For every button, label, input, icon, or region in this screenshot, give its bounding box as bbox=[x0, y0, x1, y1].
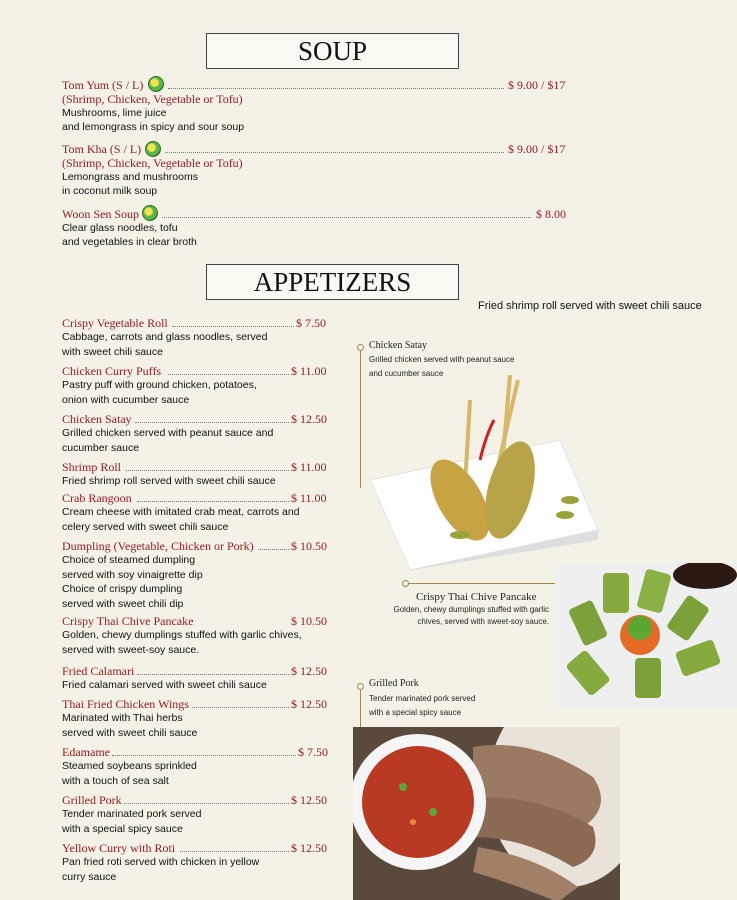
menu-item-price: $ 12.50 bbox=[291, 841, 327, 855]
soup-heading: SOUP bbox=[206, 33, 459, 69]
menu-item-name: Grilled Pork bbox=[62, 793, 122, 807]
caption-title: Chicken Satay bbox=[369, 340, 428, 351]
menu-item-options: (Shrimp, Chicken, Vegetable or Tofu) bbox=[62, 156, 243, 170]
leader-dots bbox=[135, 422, 289, 423]
menu-item-description: celery served with sweet chili sauce bbox=[62, 520, 229, 533]
menu-item-name: Shrimp Roll bbox=[62, 460, 122, 474]
leader-dots bbox=[172, 326, 294, 327]
leader-dots bbox=[137, 501, 289, 502]
menu-item-name: Thai Fried Chicken Wings bbox=[62, 697, 189, 711]
menu-item-description: Lemongrass and mushrooms bbox=[62, 171, 198, 183]
menu-item-description: served with sweet-soy sauce. bbox=[62, 643, 200, 656]
caption-description: chives, served with sweet-soy sauce. bbox=[417, 617, 549, 626]
caption-description: Tender marinated pork served bbox=[369, 694, 476, 703]
menu-item-description: Tender marinated pork served bbox=[62, 808, 202, 820]
menu-item-name: Edamame bbox=[62, 745, 110, 759]
menu-item-name: Tom Yum (S / L) bbox=[62, 78, 144, 92]
caption-description: Golden, chewy dumplings stuffed with garlic bbox=[393, 605, 549, 614]
menu-item-description: Golden, chewy dumplings stuffed with garlic chives, bbox=[62, 629, 302, 641]
menu-item-description: Clear glass noodles, tofu bbox=[62, 222, 178, 234]
menu-item-price: $ 12.50 bbox=[291, 664, 327, 678]
leader-dots bbox=[180, 851, 289, 852]
leader-dots bbox=[124, 803, 289, 804]
menu-item-options: (Shrimp, Chicken, Vegetable or Tofu) bbox=[62, 92, 243, 106]
menu-item-name: Yellow Curry with Roti bbox=[62, 841, 176, 855]
menu-item-price: $ 12.50 bbox=[291, 793, 327, 807]
menu-item-description: onion with cucumber sauce bbox=[62, 393, 190, 406]
leader-dots bbox=[258, 549, 289, 550]
menu-item-description: Choice of steamed dumpling bbox=[62, 554, 196, 566]
menu-item-name: Dumpling (Vegetable, Chicken or Pork) bbox=[62, 539, 254, 553]
leader-dots bbox=[165, 152, 504, 153]
caption-title: Crispy Thai Chive Pancake bbox=[416, 591, 537, 603]
menu-item-description: Choice of crispy dumpling bbox=[62, 583, 183, 595]
menu-item-description: and vegetables in clear broth bbox=[62, 236, 197, 248]
menu-item-name: Woon Sen Soup bbox=[62, 207, 140, 221]
menu-item-name: Crispy Vegetable Roll bbox=[62, 316, 168, 330]
menu-item-description: served with soy vinaigrette dip bbox=[62, 568, 203, 581]
caption-leader-knob bbox=[402, 580, 409, 587]
caption-description: Grilled chicken served with peanut sauce bbox=[369, 355, 515, 364]
caption-title: Grilled Pork bbox=[369, 678, 419, 689]
menu-item-description: Marinated with Thai herbs bbox=[62, 712, 183, 724]
caption-description: with a special spicy sauce bbox=[369, 708, 462, 717]
grilled-pork-image bbox=[353, 727, 620, 900]
vegetarian-leaf-icon bbox=[142, 205, 158, 221]
caption-description: and cucumber sauce bbox=[369, 369, 444, 378]
leader-dots bbox=[162, 217, 531, 218]
menu-item-description: Mushrooms, lime juice bbox=[62, 107, 167, 119]
leader-dots bbox=[137, 674, 289, 675]
caption-leader-line bbox=[360, 688, 361, 728]
menu-item-price: $ 9.00 / $17 bbox=[508, 78, 566, 92]
menu-item-price: $ 10.50 bbox=[291, 614, 327, 628]
menu-item-price: $ 12.50 bbox=[291, 412, 327, 426]
menu-item-name: Crispy Thai Chive Pancake bbox=[62, 614, 194, 628]
menu-item-description: served with sweet chili dip bbox=[62, 597, 184, 610]
caption-leader-knob bbox=[357, 683, 364, 690]
menu-item-price: $ 11.00 bbox=[291, 364, 327, 378]
menu-item-description: served with sweet chili sauce bbox=[62, 726, 198, 739]
menu-item-description: Cream cheese with imitated crab meat, carrots and bbox=[62, 506, 300, 518]
leader-dots bbox=[112, 755, 296, 756]
image-caption: Fried shrimp roll served with sweet chili sauce bbox=[478, 300, 702, 312]
menu-item-description: Fried shrimp roll served with sweet chili sauce bbox=[62, 475, 276, 487]
leader-dots bbox=[168, 88, 504, 89]
menu-item-name: Crab Rangoon bbox=[62, 491, 132, 505]
vegetarian-leaf-icon bbox=[148, 76, 164, 92]
menu-item-price: $ 8.00 bbox=[536, 207, 566, 221]
menu-item-description: Grilled chicken served with peanut sauce and bbox=[62, 427, 274, 439]
menu-item-name: Chicken Curry Puffs bbox=[62, 364, 162, 378]
leader-dots bbox=[168, 374, 289, 375]
menu-item-name: Fried Calamari bbox=[62, 664, 135, 678]
menu-item-description: cucumber sauce bbox=[62, 441, 140, 454]
menu-item-description: with a touch of sea salt bbox=[62, 774, 169, 787]
menu-item-name: Tom Kha (S / L) bbox=[62, 142, 142, 156]
menu-item-price: $ 11.00 bbox=[291, 460, 327, 474]
menu-item-price: $ 7.50 bbox=[296, 316, 326, 330]
menu-item-description: with sweet chili sauce bbox=[62, 345, 163, 358]
menu-item-description: and lemongrass in spicy and sour soup bbox=[62, 121, 245, 133]
menu-item-price: $ 7.50 bbox=[298, 745, 328, 759]
menu-item-description: Pastry puff with ground chicken, potatoes, bbox=[62, 379, 257, 391]
menu-item-price: $ 9.00 / $17 bbox=[508, 142, 566, 156]
appetizers-heading: APPETIZERS bbox=[206, 264, 459, 300]
leader-dots bbox=[126, 470, 289, 471]
menu-item-description: Pan fried roti served with chicken in yellow bbox=[62, 856, 260, 868]
menu-item-price: $ 11.00 bbox=[291, 491, 327, 505]
menu-item-price: $ 12.50 bbox=[291, 697, 327, 711]
menu-item-name: Chicken Satay bbox=[62, 412, 132, 426]
vegetarian-leaf-icon bbox=[145, 141, 161, 157]
menu-item-description: with a special spicy sauce bbox=[62, 822, 183, 835]
menu-item-description: Steamed soybeans sprinkled bbox=[62, 760, 197, 772]
menu-item-description: in coconut milk soup bbox=[62, 185, 158, 197]
chive-pancake-image bbox=[555, 563, 737, 708]
menu-item-description: Fried calamari served with sweet chili sauce bbox=[62, 679, 267, 691]
caption-leader-knob bbox=[357, 344, 364, 351]
menu-item-description: Cabbage, carrots and glass noodles, served bbox=[62, 331, 268, 343]
menu-item-description: curry sauce bbox=[62, 870, 117, 883]
leader-dots bbox=[192, 707, 289, 708]
caption-leader-line bbox=[405, 583, 555, 584]
menu-item-price: $ 10.50 bbox=[291, 539, 327, 553]
chicken-satay-image bbox=[360, 370, 600, 570]
